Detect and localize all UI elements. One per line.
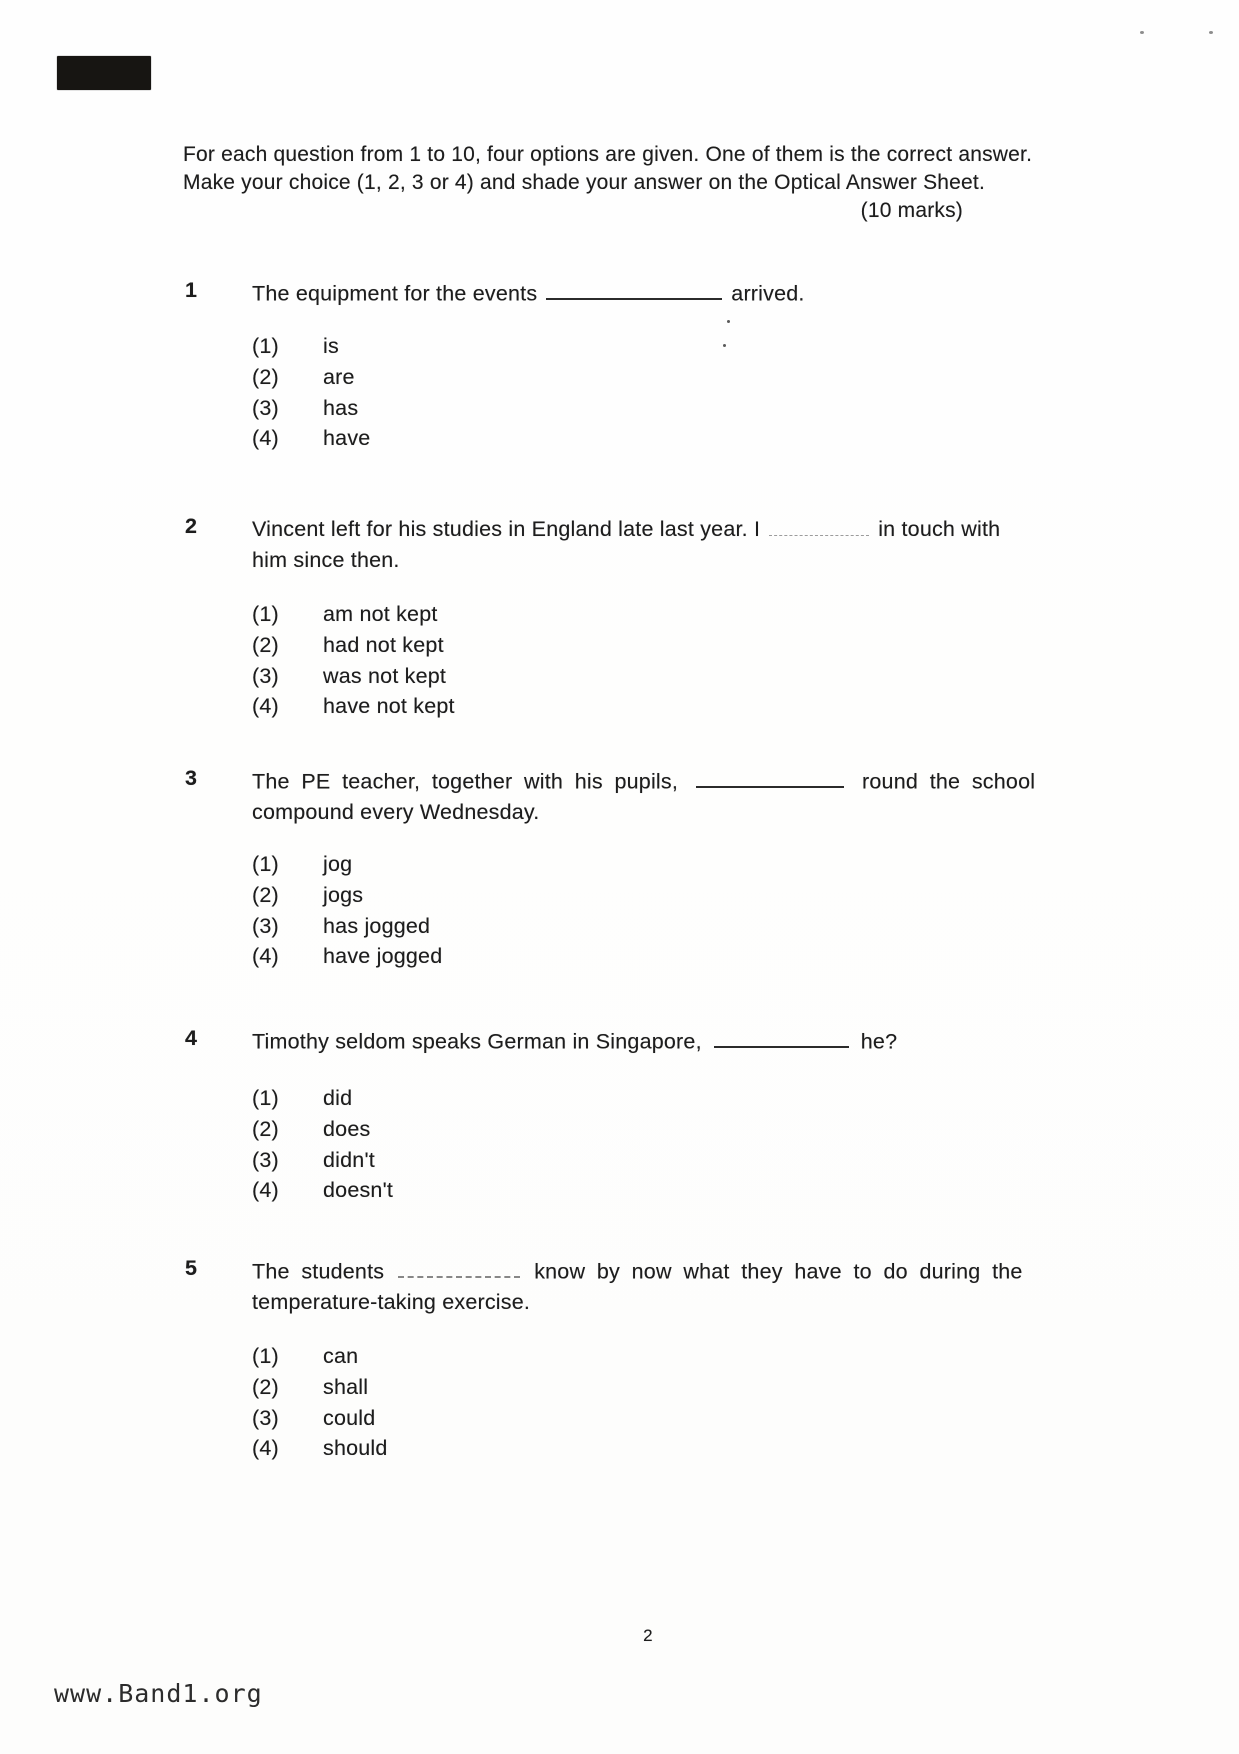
option-text: am not kept (323, 602, 438, 626)
option-number: (1) (252, 334, 279, 358)
option-number: (4) (252, 1178, 279, 1203)
instructions (183, 141, 1033, 225)
option-row (252, 362, 370, 393)
option-text: did (323, 1086, 353, 1110)
question-4-stem-post: he? (860, 1029, 898, 1054)
option-row (252, 911, 442, 942)
option-text: have jogged (323, 944, 443, 969)
scan-speck-2 (1209, 31, 1213, 34)
option-text: jogs (323, 882, 364, 907)
question-1-stem-post: arrived. (731, 281, 805, 306)
question-2 (185, 514, 1100, 576)
question-5-stem-post: know by now what they have to do during the (534, 1259, 1023, 1284)
option-text: could (323, 1405, 376, 1430)
question-3-stem-post: round the school (862, 769, 1036, 794)
question-1-stem-pre: The equipment for the events (252, 281, 538, 306)
instructions-line-2: Make your choice (1, 2, 3 or 4) and shade your answer on the Optical Answer Sheet. (183, 171, 985, 194)
option-row (252, 941, 442, 972)
option-text: does (323, 1116, 371, 1141)
option-row (252, 1403, 388, 1434)
question-2-stem-post: in touch with (878, 517, 1001, 541)
option-text: has jogged (323, 913, 431, 938)
option-row (252, 880, 442, 911)
question-3-number: 3 (185, 766, 198, 790)
option-number: (3) (252, 395, 279, 420)
option-text: have (323, 426, 371, 451)
option-row (252, 393, 370, 424)
option-text: didn't (323, 1147, 375, 1172)
question-3-stem-pre: The PE teacher, together with his pupils, (252, 769, 679, 794)
option-row (252, 599, 455, 630)
option-number: (3) (252, 913, 279, 938)
question-5-number: 5 (185, 1256, 198, 1280)
question-2-stem-pre: Vincent left for his studies in England late last year. I (252, 517, 761, 541)
question-1-stem (252, 278, 1100, 309)
option-row (252, 630, 455, 661)
question-3-stem (252, 766, 1100, 797)
watermark-url: www.Band1.org (54, 1679, 263, 1708)
question-1-number: 1 (185, 278, 198, 302)
question-5-options (252, 1341, 388, 1464)
option-number: (1) (252, 1086, 279, 1110)
question-4-blank (714, 1026, 849, 1048)
question-5-stem-pre: The students (252, 1259, 385, 1284)
option-row (252, 331, 370, 362)
option-row (252, 661, 455, 692)
option-text: shall (323, 1374, 369, 1399)
option-number: (4) (252, 1436, 279, 1461)
option-number: (3) (252, 1147, 279, 1172)
option-number: (4) (252, 426, 279, 451)
option-text: should (323, 1436, 388, 1461)
question-3-blank (696, 766, 844, 788)
marks-note: (10 marks) (860, 199, 963, 222)
option-number: (1) (252, 602, 279, 626)
option-text: jog (323, 852, 353, 876)
question-4 (185, 1026, 1100, 1057)
question-5 (185, 1256, 1100, 1318)
question-5-stem (252, 1256, 1100, 1287)
option-number: (2) (252, 364, 279, 389)
question-1 (185, 278, 1100, 309)
option-row (252, 1372, 388, 1403)
option-row (252, 423, 370, 454)
option-row (252, 1433, 388, 1464)
instructions-line-1: For each question from 1 to 10, four options are given. One of them is the correct answer. (183, 143, 1033, 166)
question-2-stem-line2: him since then. (252, 548, 400, 572)
option-text: have not kept (323, 694, 455, 719)
option-text: was not kept (323, 663, 447, 688)
option-number: (4) (252, 694, 279, 719)
option-number: (1) (252, 1344, 279, 1368)
option-number: (2) (252, 1374, 279, 1399)
scan-dot-1 (727, 320, 730, 323)
question-5-stem-line2: temperature-taking exercise. (252, 1290, 531, 1315)
question-2-stem (252, 514, 1100, 545)
option-number: (3) (252, 663, 279, 688)
page-number: 2 (643, 1626, 653, 1645)
option-row (252, 1114, 393, 1145)
question-4-stem (252, 1026, 1100, 1057)
option-text: are (323, 364, 355, 389)
question-3 (185, 766, 1100, 828)
option-number: (1) (252, 852, 279, 876)
option-number: (2) (252, 882, 279, 907)
option-number: (3) (252, 1405, 279, 1430)
option-text: is (323, 334, 339, 358)
scan-speck-1 (1140, 31, 1144, 34)
option-text: doesn't (323, 1178, 394, 1203)
question-1-blank (546, 278, 722, 300)
option-row (252, 849, 442, 880)
option-row (252, 1145, 393, 1176)
option-number: (2) (252, 1116, 279, 1141)
question-2-number: 2 (185, 514, 198, 538)
option-row (252, 1175, 393, 1206)
redacted-label-box (57, 56, 151, 90)
question-3-stem-line2: compound every Wednesday. (252, 800, 540, 825)
question-4-number: 4 (185, 1026, 198, 1050)
question-5-blank (398, 1256, 520, 1278)
option-text: had not kept (323, 632, 444, 657)
option-number: (4) (252, 944, 279, 969)
question-3-options (252, 849, 442, 972)
question-1-options (252, 331, 370, 454)
option-row (252, 1083, 393, 1114)
question-4-stem-pre: Timothy seldom speaks German in Singapore, (252, 1029, 702, 1054)
option-text: has (323, 395, 359, 420)
question-2-blank (769, 515, 869, 536)
option-text: can (323, 1344, 359, 1368)
option-number: (2) (252, 632, 279, 657)
scan-dot-2 (723, 344, 726, 347)
option-row (252, 1341, 388, 1372)
option-row (252, 691, 455, 722)
question-2-options (252, 599, 455, 722)
question-4-options (252, 1083, 393, 1206)
